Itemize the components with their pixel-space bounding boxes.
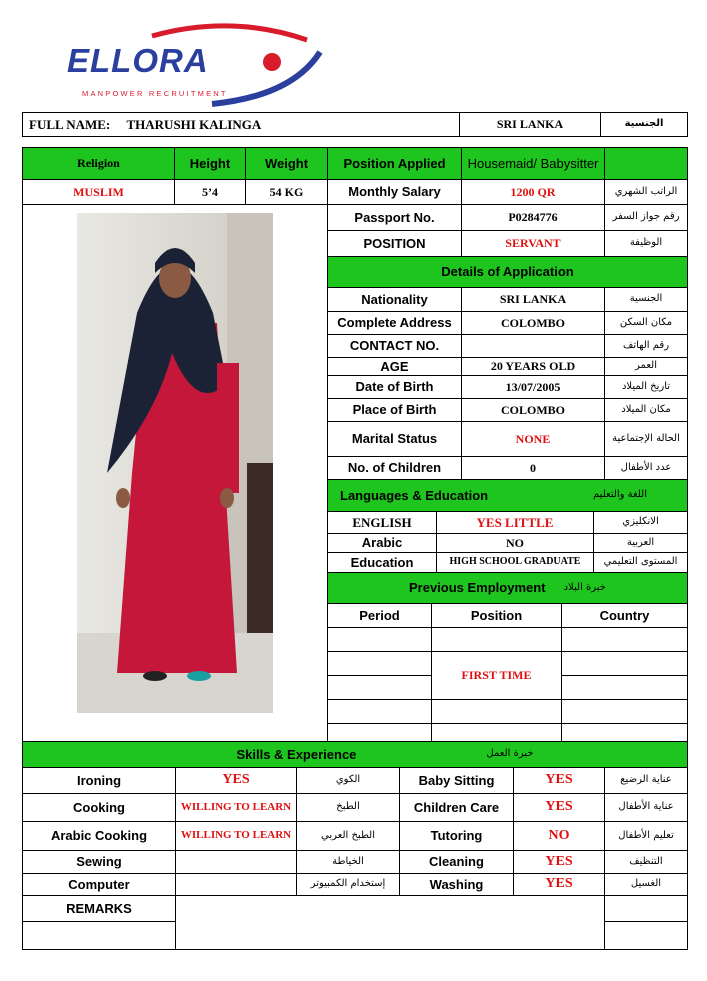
height-value-text: 5’4	[202, 184, 218, 199]
skill-label	[399, 767, 514, 794]
skill-value	[175, 850, 297, 874]
position-label-ar-text: الوظيفة	[629, 237, 663, 249]
language-label-text: Education	[350, 554, 414, 570]
height-header-text: Height	[189, 155, 231, 171]
candidate-photo	[77, 213, 273, 713]
nationality-value	[459, 112, 601, 137]
skill-label	[399, 850, 514, 874]
skill-label-ar	[604, 850, 688, 874]
skill-label-ar-text: الخياطة	[332, 855, 364, 867]
skill-label	[399, 821, 514, 851]
skill-label-ar-text: التنظيف	[629, 855, 663, 867]
skill-value	[175, 873, 297, 896]
detail-label-text: Place of Birth	[352, 402, 437, 418]
remarks-side	[604, 921, 688, 950]
detail-value-text: COLOMBO	[500, 402, 565, 417]
employment-header	[327, 572, 688, 604]
skill-label-text: Ironing	[76, 772, 122, 788]
passport-label-ar-text: رقم جواز السفر	[612, 211, 680, 223]
details-header-text: Details of Application	[441, 264, 574, 280]
employment-position-cell	[431, 723, 562, 742]
skill-value	[175, 821, 297, 851]
position-applied-value-text: Housemaid/ Babysitter	[467, 155, 599, 171]
employment-country-cell	[561, 675, 688, 700]
empty-header	[604, 147, 688, 180]
employment-country-cell	[561, 723, 688, 742]
language-label-ar-text: الانكليزي	[622, 516, 659, 528]
detail-label-ar-text: عدد الأطفال	[620, 461, 672, 473]
position-label-ar	[604, 230, 688, 257]
full-name-cell	[22, 112, 460, 137]
skill-value-text: YES	[222, 772, 250, 788]
employment-period-cell	[327, 723, 432, 742]
full-name-value: THARUSHI KALINGA	[126, 116, 262, 132]
employment-note-text: FIRST TIME	[461, 668, 532, 683]
detail-value	[461, 311, 605, 335]
skill-label-ar-text: الطبخ	[336, 801, 360, 813]
detail-label	[327, 375, 462, 399]
detail-value	[461, 398, 605, 422]
skill-label-text: Computer	[68, 876, 130, 892]
position-value	[461, 230, 605, 257]
employment-country-cell	[561, 651, 688, 676]
skill-label-ar-text: تعليم الأطفال	[618, 829, 674, 841]
detail-label-text: No. of Children	[347, 460, 442, 476]
language-label-text: ENGLISH	[352, 514, 412, 530]
weight-value	[245, 179, 328, 205]
employment-note	[431, 651, 562, 700]
detail-value-text: COLOMBO	[500, 315, 565, 330]
language-label-ar	[593, 511, 688, 534]
salary-value-text: 1200 QR	[510, 184, 556, 199]
detail-label-text: Date of Birth	[355, 379, 434, 395]
language-value	[436, 511, 594, 534]
employment-header-ar: خبرة البلاد	[563, 581, 606, 593]
language-label	[327, 552, 437, 573]
skill-value-text: YES	[545, 772, 573, 788]
skill-label-text: Washing	[429, 876, 484, 892]
languages-header-text: Languages & Education	[340, 487, 489, 503]
detail-value	[461, 287, 605, 312]
detail-value-text: NONE	[515, 431, 551, 446]
skill-label-ar	[296, 821, 400, 851]
skill-label-ar-text: عناية الرضيع	[620, 774, 672, 786]
language-label-ar	[593, 552, 688, 573]
detail-label-ar-text: الجنسية	[629, 293, 663, 305]
skill-value-text: NO	[548, 827, 570, 843]
detail-label-ar-text: مكان الميلاد	[621, 403, 671, 415]
skill-label-text: Sewing	[76, 854, 122, 870]
detail-value	[461, 421, 605, 457]
employment-header-text: Previous Employment	[408, 580, 546, 596]
detail-label-text: AGE	[380, 358, 409, 374]
religion-header	[22, 147, 175, 180]
weight-header	[245, 147, 328, 180]
salary-value	[461, 179, 605, 205]
skill-value-text: WILLING TO LEARN	[180, 829, 292, 842]
languages-header-ar: اللغة والتعليم	[593, 489, 647, 501]
employment-position-cell	[431, 699, 562, 724]
salary-label	[327, 179, 462, 205]
detail-label-ar-text: الحالة الإجتماعية	[612, 432, 680, 444]
employment-period-cell	[327, 675, 432, 700]
skill-label-text: Tutoring	[430, 828, 483, 844]
skill-label-ar-text: الغسيل	[630, 878, 662, 890]
language-label-ar-text: العربية	[626, 536, 655, 548]
language-value	[436, 552, 594, 573]
employment-column-header	[431, 603, 562, 628]
language-label-ar	[593, 533, 688, 553]
skill-label-text: Children Care	[413, 799, 500, 815]
skill-label-text: Cooking	[73, 799, 125, 815]
skill-value-text: YES	[545, 853, 573, 869]
detail-label	[327, 357, 462, 376]
detail-label-text: Nationality	[361, 291, 428, 307]
passport-value	[461, 204, 605, 231]
detail-label-ar-text: العمر	[635, 360, 657, 372]
skill-value-text: WILLING TO LEARN	[180, 800, 292, 813]
employment-period-cell	[327, 627, 432, 652]
employment-country-cell	[561, 699, 688, 724]
skill-value	[513, 873, 605, 896]
employment-position-cell	[431, 627, 562, 652]
detail-label	[327, 421, 462, 457]
detail-value	[461, 334, 605, 358]
employment-period-cell	[327, 651, 432, 676]
remarks-side	[604, 895, 688, 922]
skill-label-ar	[604, 821, 688, 851]
skill-label-ar-text: إستخدام الكمبيوتر	[310, 878, 386, 890]
skill-value	[175, 767, 297, 794]
detail-label-ar-text: رقم الهاتف	[622, 339, 670, 351]
nationality-value-text: SRI LANKA	[496, 117, 564, 132]
passport-label-ar	[604, 204, 688, 231]
language-value	[436, 533, 594, 553]
detail-label-text: CONTACT NO.	[349, 338, 440, 354]
position-label	[327, 230, 462, 257]
skill-value-text: YES	[545, 799, 573, 815]
detail-value-text: 13/07/2005	[505, 379, 561, 394]
skill-label	[22, 767, 176, 794]
skill-value	[513, 767, 605, 794]
language-label-text: Arabic	[361, 535, 403, 551]
detail-value	[461, 456, 605, 480]
position-applied-value	[461, 147, 605, 180]
employment-column-header	[561, 603, 688, 628]
skills-header-ar: خبرة العمل	[486, 748, 534, 760]
detail-value	[461, 357, 605, 376]
skill-value	[513, 793, 605, 822]
passport-value-text: P0284776	[508, 210, 558, 225]
language-label	[327, 533, 437, 553]
detail-value-text: 20 YEARS OLD	[490, 359, 576, 374]
detail-label-text: Marital Status	[351, 431, 438, 447]
nationality-label-ar-text: الجنسية	[624, 118, 664, 130]
employment-period-cell	[327, 699, 432, 724]
language-label-ar-text: المستوى التعليمي	[603, 556, 678, 568]
skill-label-text: Cleaning	[429, 854, 484, 870]
employment-country-cell	[561, 627, 688, 652]
skill-label-ar	[296, 873, 400, 896]
position-applied-header-text: Position Applied	[343, 155, 446, 171]
detail-label-ar	[604, 357, 688, 376]
height-value	[174, 179, 246, 205]
skill-label-ar	[604, 767, 688, 794]
employment-column-header-text: Position	[470, 607, 523, 623]
skill-label	[399, 793, 514, 822]
skill-label	[22, 821, 176, 851]
detail-label-ar	[604, 456, 688, 480]
passport-label	[327, 204, 462, 231]
remarks-label	[22, 895, 176, 922]
employment-column-header	[327, 603, 432, 628]
language-value-text: HIGH SCHOOL GRADUATE	[449, 556, 581, 568]
skill-value	[513, 821, 605, 851]
skill-label-ar	[296, 767, 400, 794]
detail-label-ar	[604, 287, 688, 312]
remarks-field[interactable]	[175, 895, 605, 950]
detail-label	[327, 456, 462, 480]
detail-label	[327, 334, 462, 358]
skill-label-ar-text: الطبخ العربي	[321, 829, 375, 841]
skill-value-text: YES	[545, 876, 573, 892]
religion-header-text: Religion	[77, 156, 120, 171]
detail-label	[327, 398, 462, 422]
detail-label	[327, 287, 462, 312]
ellora-logo	[62, 22, 327, 110]
employment-column-header-text: Country	[599, 607, 650, 623]
skill-label-ar-text: الكوي	[335, 774, 361, 786]
passport-label-text: Passport No.	[354, 209, 435, 225]
employment-column-header-text: Period	[359, 607, 400, 623]
detail-label-ar	[604, 398, 688, 422]
skill-label-ar	[296, 793, 400, 822]
skill-label-ar	[604, 793, 688, 822]
detail-label-ar-text: تاريخ الميلاد	[621, 380, 671, 392]
detail-label	[327, 311, 462, 335]
salary-label-text: Monthly Salary	[348, 184, 441, 200]
remarks-label-text: REMARKS	[66, 900, 132, 916]
religion-value-text: MUSLIM	[73, 184, 124, 199]
position-value-text: SERVANT	[505, 236, 561, 251]
detail-label-ar	[604, 334, 688, 358]
languages-header	[327, 479, 688, 512]
skills-header-text: Skills & Experience	[236, 746, 357, 762]
details-header	[327, 256, 688, 288]
skill-label	[399, 873, 514, 896]
detail-label-ar	[604, 375, 688, 399]
skill-label-text: Arabic Cooking	[50, 828, 148, 844]
salary-label-ar	[604, 179, 688, 205]
detail-value	[461, 375, 605, 399]
nationality-label-ar	[600, 112, 688, 137]
skill-label	[22, 873, 176, 896]
skills-header	[22, 741, 688, 768]
weight-value-text: 54 KG	[269, 184, 304, 199]
position-label-text: POSITION	[363, 235, 426, 251]
skill-label	[22, 850, 176, 874]
skill-label-text: Baby Sitting	[418, 772, 495, 788]
detail-value-text: 0	[530, 460, 536, 475]
detail-label-ar	[604, 421, 688, 457]
detail-label-ar-text: مكان السكن	[619, 316, 673, 328]
skill-label-ar	[296, 850, 400, 874]
height-header	[174, 147, 246, 180]
language-label	[327, 511, 437, 534]
skill-value	[513, 850, 605, 874]
salary-label-ar-text: الراتب الشهري	[614, 185, 678, 197]
language-value-text: YES LITTLE	[476, 514, 554, 530]
svg-text:MANPOWER RECRUITMENT: MANPOWER RECRUITMENT	[82, 89, 228, 98]
detail-value-text: SRI LANKA	[499, 292, 567, 307]
skill-label-ar-text: عناية الأطفال	[618, 801, 674, 813]
skill-value	[175, 793, 297, 822]
skill-label-ar	[604, 873, 688, 896]
full-name-label: FULL NAME:	[29, 116, 111, 132]
detail-label-text: Complete Address	[337, 315, 452, 331]
detail-label-ar	[604, 311, 688, 335]
language-value-text: NO	[506, 535, 524, 550]
religion-value	[22, 179, 175, 205]
skill-label	[22, 793, 176, 822]
position-applied-header	[327, 147, 462, 180]
weight-header-text: Weight	[264, 155, 309, 171]
svg-text:ELLORA: ELLORA	[67, 42, 209, 79]
remarks-empty	[22, 921, 176, 950]
